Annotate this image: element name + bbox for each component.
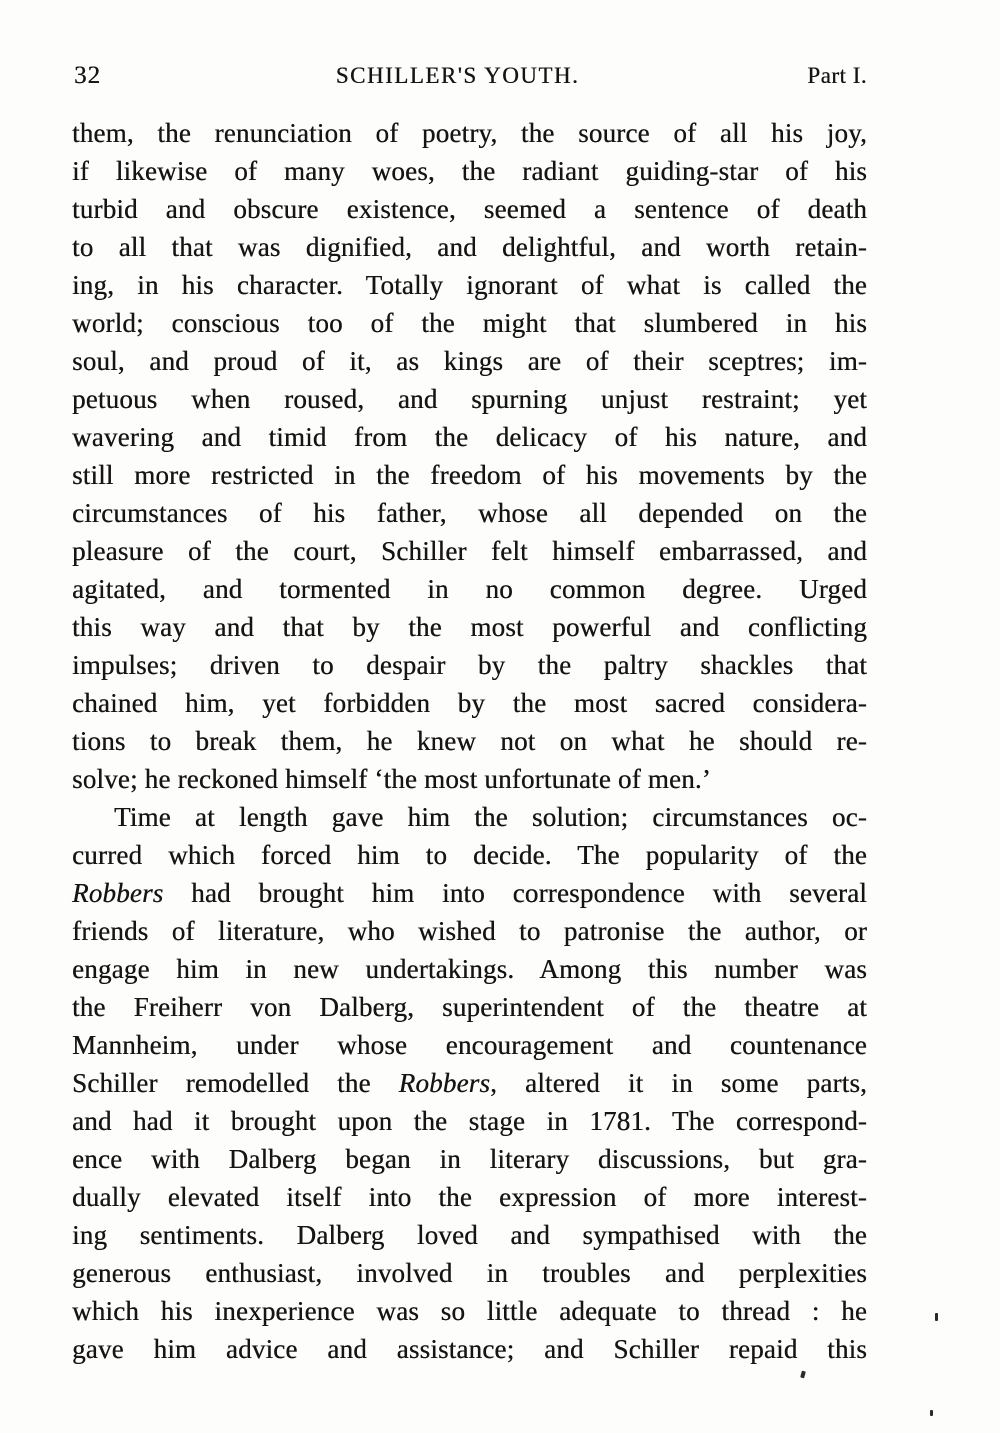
page-header — [72, 62, 867, 94]
text-line — [72, 304, 867, 342]
text-segment: gave him advice and assistance; and Schiller repaid this — [72, 1334, 867, 1364]
text-segment: generous enthusiast, involved in troubles and perplexities — [72, 1258, 867, 1288]
text-segment: ing sentiments. Dalberg loved and sympathised with the — [72, 1220, 867, 1250]
text-line — [72, 1254, 867, 1292]
text-line — [72, 1026, 867, 1064]
text-line — [72, 1178, 867, 1216]
text-line — [72, 494, 867, 532]
text-line — [72, 950, 867, 988]
text-segment: pleasure of the court, Schiller felt himself embarrassed, and — [72, 536, 867, 566]
text-line — [72, 722, 867, 760]
text-line — [72, 1292, 867, 1330]
text-segment: them, the renunciation of poetry, the source of all his joy, — [72, 118, 867, 148]
text-segment: to all that was dignified, and delightful, and worth retain- — [72, 232, 867, 262]
text-segment: ing, in his character. Totally ignorant of what is called the — [72, 270, 867, 300]
text-line — [72, 190, 867, 228]
text-segment: ence with Dalberg began in literary discussions, but gra- — [72, 1144, 867, 1174]
text-line — [72, 646, 867, 684]
text-line — [72, 456, 867, 494]
text-segment: turbid and obscure existence, seemed a sentence of death — [72, 194, 867, 224]
text-segment: had brought him into correspondence with several — [163, 878, 867, 908]
text-segment: which his inexperience was so little adequate to thread : he — [72, 1296, 867, 1326]
text-line — [72, 342, 867, 380]
text-line — [72, 760, 867, 798]
text-line — [72, 684, 867, 722]
text-segment: , altered it in some parts, — [490, 1068, 867, 1098]
text-line — [72, 1140, 867, 1178]
text-line — [72, 1330, 867, 1368]
text-line — [72, 380, 867, 418]
text-segment: circumstances of his father, whose all depended on the — [72, 498, 867, 528]
text-segment: petuous when roused, and spurning unjust restraint; yet — [72, 384, 867, 414]
text-line — [72, 114, 867, 152]
text-segment: curred which forced him to decide. The popularity of the — [72, 840, 867, 870]
text-segment: engage him in new undertakings. Among this number was — [72, 954, 867, 984]
text-line — [72, 798, 867, 836]
text-segment: chained him, yet forbidden by the most sacred considera- — [72, 688, 867, 718]
scan-speck — [930, 1410, 933, 1416]
text-segment: Schiller remodelled the — [72, 1068, 399, 1098]
part-label: Part I. — [807, 63, 867, 88]
text-line — [72, 152, 867, 190]
text-line — [72, 608, 867, 646]
italic-text: Robbers — [398, 1068, 491, 1098]
text-line — [72, 532, 867, 570]
text-line — [72, 1102, 867, 1140]
text-line — [72, 1064, 867, 1102]
italic-text: Robbers — [72, 878, 164, 908]
text-line — [72, 1216, 867, 1254]
text-segment: world; conscious too of the might that slumbered in his — [72, 308, 867, 338]
text-segment: Mannheim, under whose encouragement and countenance — [72, 1030, 867, 1060]
scan-speck — [800, 1371, 806, 1379]
scan-speck — [935, 1313, 938, 1321]
text-segment: the Freiherr von Dalberg, superintendent of the theatre at — [72, 992, 867, 1022]
text-line — [72, 418, 867, 456]
text-line — [72, 874, 867, 912]
text-line — [72, 570, 867, 608]
text-line — [72, 836, 867, 874]
text-segment: still more restricted in the freedom of his movements by the — [72, 460, 867, 490]
text-line — [72, 266, 867, 304]
text-segment: agitated, and tormented in no common degree. Urged — [72, 574, 867, 604]
text-segment: friends of literature, who wished to patronise the author, or — [72, 916, 867, 946]
text-segment: tions to break them, he knew not on what he should re- — [72, 726, 867, 756]
page-number: 32 — [74, 62, 101, 89]
text-segment: and had it brought upon the stage in 1781. The correspond- — [72, 1106, 867, 1136]
text-block — [72, 114, 867, 1368]
text-segment: Time at length gave him the solution; circumstances oc- — [114, 802, 867, 832]
text-segment: if likewise of many woes, the radiant guiding-star of his — [72, 156, 867, 186]
text-line — [72, 912, 867, 950]
text-segment: dually elevated itself into the expression of more interest- — [72, 1182, 867, 1212]
text-line — [72, 228, 867, 266]
text-segment: impulses; driven to despair by the paltry shackles that — [72, 650, 867, 680]
text-segment: this way and that by the most powerful and conflicting — [72, 612, 867, 642]
text-line — [72, 988, 867, 1026]
text-segment: solve; he reckoned himself ‘the most unfortunate of men.’ — [72, 764, 711, 794]
text-segment: soul, and proud of it, as kings are of their sceptres; im- — [72, 346, 867, 376]
running-title: SCHILLER'S YOUTH. — [335, 63, 580, 88]
text-segment: wavering and timid from the delicacy of his nature, and — [72, 422, 867, 452]
